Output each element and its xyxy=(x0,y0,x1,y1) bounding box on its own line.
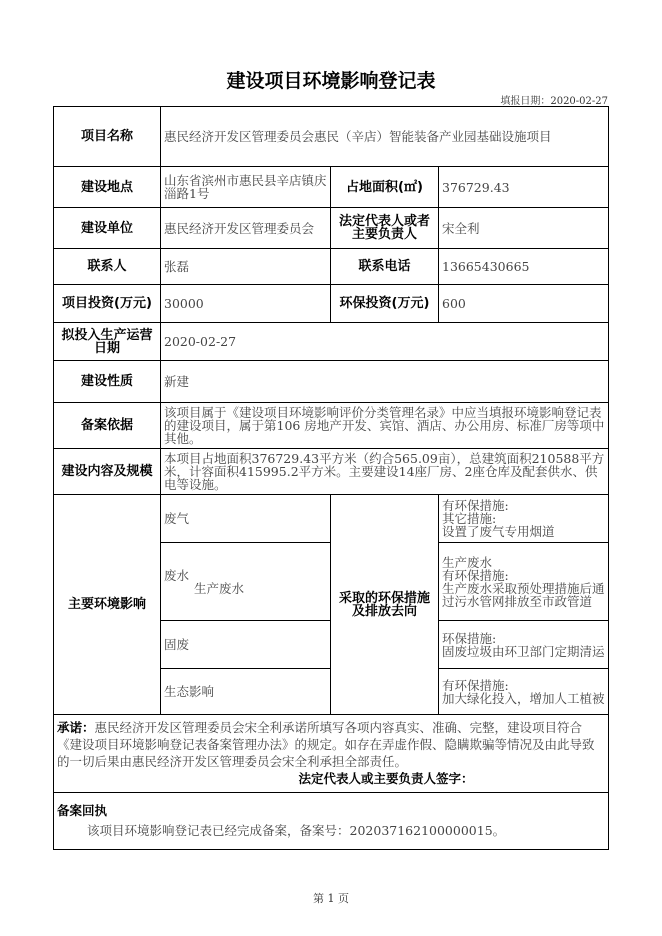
label-basis: 备案依据 xyxy=(53,402,161,449)
env-item-measure: 环保措施: 固废垃圾由环卫部门定期清运 xyxy=(438,620,609,669)
label-scope: 建设内容及规模 xyxy=(53,448,161,495)
value-env-investment: 600 xyxy=(438,284,609,323)
env-item-name: 生态影响 xyxy=(160,668,331,715)
label-area: 占地面积(㎡) xyxy=(330,166,439,208)
value-operation-date: 2020-02-27 xyxy=(160,322,609,361)
env-item-sub: 生产废水 xyxy=(194,580,245,596)
value-legal-rep: 宋全利 xyxy=(438,207,609,249)
label-investment: 项目投资(万元) xyxy=(53,284,161,323)
env-item-name: 废气 xyxy=(160,494,331,543)
value-nature: 新建 xyxy=(160,360,609,403)
env-item-name: 固废 xyxy=(160,620,331,669)
label-env-measures: 采取的环保措施及排放去向 xyxy=(330,494,439,715)
receipt-section xyxy=(53,792,609,850)
value-unit: 惠民经济开发区管理委员会 xyxy=(160,207,331,249)
env-item-name: 废水 xyxy=(164,567,190,583)
label-env-impact: 主要环境影响 xyxy=(53,494,161,715)
pledge-text: 惠民经济开发区管理委员会宋全利承诺所填写各项内容真实、准确、完整，建设项目符合《建设项目环境影响登记表备案管理办法》的规定。如存在弄虚作假、隐瞒欺骗等情况及由此导致的一切后果由惠民经济开发区管理委员会宋全利承担全部责任。 xyxy=(57,720,595,769)
pledge-label: 承诺： xyxy=(57,720,95,735)
label-legal-rep: 法定代表人或者主要负责人 xyxy=(330,207,439,249)
value-phone: 13665430665 xyxy=(438,248,609,285)
env-item-measure: 有环保措施: 其它措施: 设置了废气专用烟道 xyxy=(438,494,609,543)
value-location: 山东省滨州市惠民县辛店镇庆淄路1号 xyxy=(160,166,331,208)
receipt-text: 该项目环境影响登记表已经完成备案，备案号：202037162100000015。 xyxy=(87,823,506,838)
page-number: 第 1 页 xyxy=(313,892,349,905)
label-contact: 联系人 xyxy=(53,248,161,285)
value-area: 376729.43 xyxy=(438,166,609,208)
env-item-measure: 生产废水 有环保措施: 生产废水采取预处理措施后通过污水管网排放至市政管道 xyxy=(438,542,609,621)
value-scope: 本项目占地面积376729.43平方米（约合565.09亩），总建筑面积210588平方米，计容面积415995.2平方米。主要建设14座厂房、2座仓库及配套供水、供电等设施。 xyxy=(160,448,609,495)
value-project-name: 惠民经济开发区管理委员会惠民（辛店）智能装备产业园基础设施项目 xyxy=(160,106,609,167)
signature-label: 法定代表人或主要负责人签字： xyxy=(298,771,474,786)
label-unit: 建设单位 xyxy=(53,207,161,249)
page-title: 建设项目环境影响登记表 xyxy=(226,70,436,92)
label-phone: 联系电话 xyxy=(330,248,439,285)
label-env-investment: 环保投资(万元) xyxy=(330,284,439,323)
label-nature: 建设性质 xyxy=(53,360,161,403)
fill-date: 填报日期：2020-02-27 xyxy=(500,96,608,107)
pledge-section xyxy=(53,714,609,793)
env-item-measure: 有环保措施: 加大绿化投入，增加人工植被 xyxy=(438,668,609,715)
value-investment: 30000 xyxy=(160,284,331,323)
env-item-wastewater xyxy=(160,542,331,621)
label-project-name: 项目名称 xyxy=(53,106,161,167)
value-contact: 张磊 xyxy=(160,248,331,285)
label-operation-date: 拟投入生产运营日期 xyxy=(53,322,161,361)
label-location: 建设地点 xyxy=(53,166,161,208)
receipt-label: 备案回执 xyxy=(57,803,108,818)
value-basis: 该项目属于《建设项目环境影响评价分类管理名录》中应当填报环境影响登记表的建设项目，属于第106 房地产开发、宾馆、酒店、办公用房、标准厂房等项中其他。 xyxy=(160,402,609,449)
